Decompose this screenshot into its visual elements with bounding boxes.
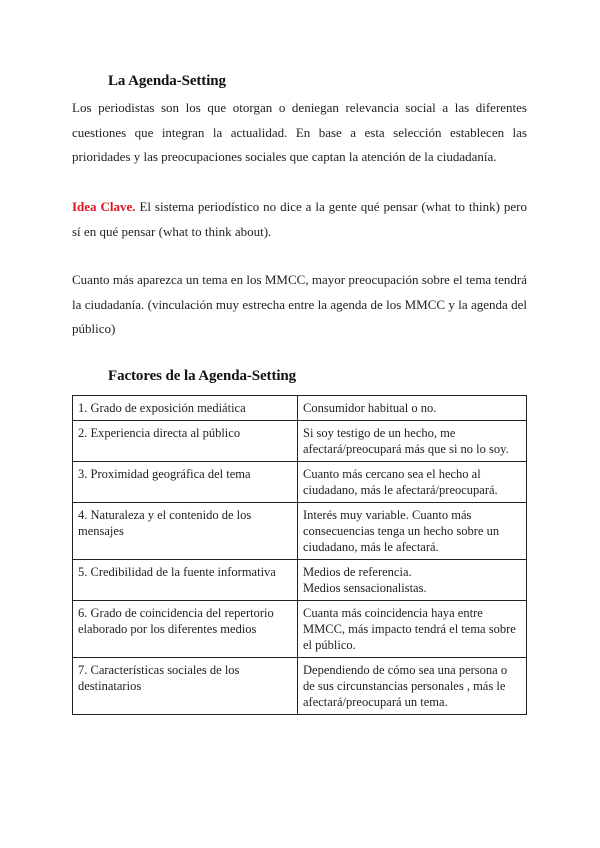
- table-row: [73, 396, 527, 421]
- table-row: [73, 503, 527, 560]
- key-idea-text: El sistema periodístico no dice a la gente qué pensar (what to think) pero sí en qué pensar (what to think about).: [72, 199, 527, 239]
- description-cell: [298, 560, 527, 601]
- section-heading-factors: Factores de la Agenda-Setting: [108, 368, 297, 384]
- key-idea-label: Idea Clave.: [72, 199, 136, 214]
- table-row: [73, 421, 527, 462]
- intro-paragraph: Los periodistas son los que otorgan o deniegan relevancia social a las diferentes cuestiones que integran la actualidad. En base a esta selección establecen las prioridades y las preocupaciones sociales que captan la atención de la ciudadanía.: [72, 100, 527, 164]
- description-cell: Cuanto más cercano sea el hecho al ciudadano, más le afectará/preocupará.: [298, 462, 527, 503]
- factor-cell: 7. Características sociales de los destinatarios: [73, 658, 298, 715]
- description-cell: Dependiendo de cómo sea una persona o de sus circunstancias personales , más le afectará/preocupará un tema.: [298, 658, 527, 715]
- description-line: Medios sensacionalistas.: [303, 581, 427, 595]
- section-heading-agenda-setting: La Agenda-Setting: [108, 73, 226, 89]
- key-idea-paragraph: [72, 195, 527, 244]
- description-cell: Consumidor habitual o no.: [298, 396, 527, 421]
- factors-table: [72, 395, 527, 715]
- factor-cell: 5. Credibilidad de la fuente informativa: [73, 560, 298, 601]
- table-row: [73, 560, 527, 601]
- factor-cell: 2. Experiencia directa al público: [73, 421, 298, 462]
- factor-cell: 6. Grado de coincidencia del repertorio elaborado por los diferentes medios: [73, 601, 298, 658]
- description-cell: Cuanta más coincidencia haya entre MMCC, más impacto tendrá el tema sobre el público.: [298, 601, 527, 658]
- description-cell: Interés muy variable. Cuanto más consecuencias tenga un hecho sobre un ciudadano, más le afectará.: [298, 503, 527, 560]
- factor-cell: 1. Grado de exposición mediática: [73, 396, 298, 421]
- description-line: Medios de referencia.: [303, 565, 412, 579]
- table-row: [73, 462, 527, 503]
- table-row: [73, 658, 527, 715]
- media-agenda-paragraph: Cuanto más aparezca un tema en los MMCC, mayor preocupación sobre el tema tendrá la ciudadanía. (vinculación muy estrecha entre la agenda de los MMCC y la agenda del público): [72, 272, 527, 336]
- description-cell: Si soy testigo de un hecho, me afectará/preocupará más que si no lo soy.: [298, 421, 527, 462]
- factor-cell: 4. Naturaleza y el contenido de los mensajes: [73, 503, 298, 560]
- table-row: [73, 601, 527, 658]
- factor-cell: 3. Proximidad geográfica del tema: [73, 462, 298, 503]
